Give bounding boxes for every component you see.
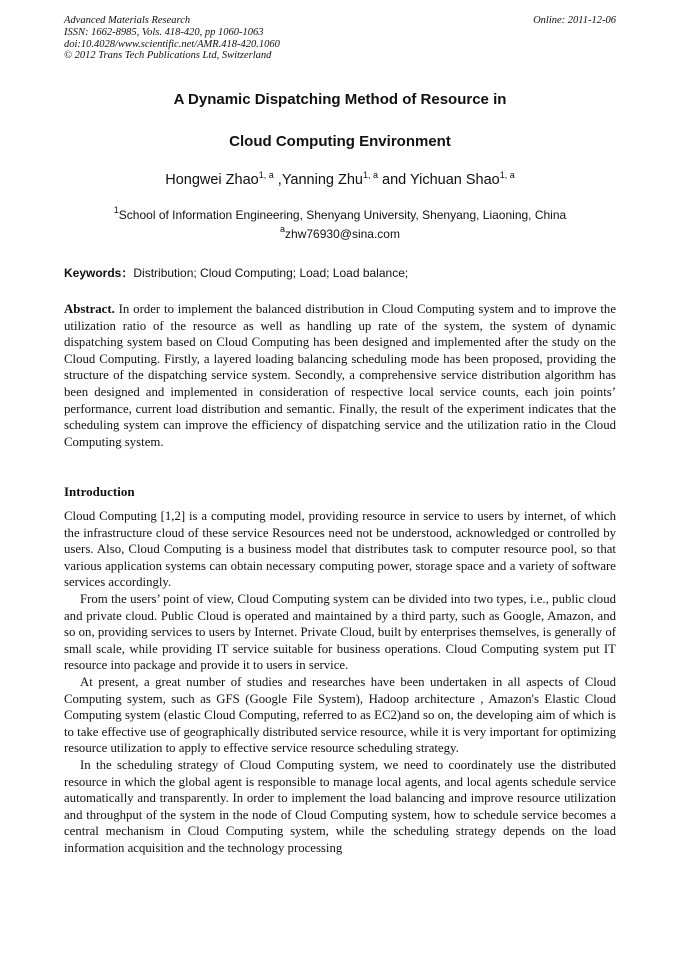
paragraph: In the scheduling strategy of Cloud Computing system, we need to coordinately use the distributed resource in which the global agent is responsible to manage local agents, and local agents schedule service automatically and transparently. In order to implement the load balancing and improve resource utilization and throughput of the system in the node of Cloud Computing system, how to schedule service becomes a central mechanism in Cloud Computing system, while the scheduling strategy depends on the load information acquisition and the technology processing <box>64 757 616 855</box>
author-name: Yanning Zhu <box>281 172 363 188</box>
author-separator: and <box>377 172 410 188</box>
journal-header <box>64 15 616 62</box>
affiliation <box>64 205 616 222</box>
abstract-text: In order to implement the balanced distribution in Cloud Computing system and to improve the utilization ratio of the resource as well as handling up rate of the system, the system of dynamic dispatching system based on Cloud Computing has been designed and implemented after the study on the Cloud Computing. Firstly, a layered loading balancing scheduling mode has been proposed, providing the structure of the dispatching service system. Secondly, a comprehensive service distribution algorithm has been designed and implemented in consideration of respective local service counts, each join points’ performance, current load distribution and semantic. Finally, the result of the experiment indicates that the scheduling system can improve the efficiency of dispatching service and the utilization ratio in the Cloud Computing system. <box>64 302 616 449</box>
paragraph: Cloud Computing [1,2] is a computing model, providing resource in service to users by internet, of which the infrastructure cloud of these service Resources need not be understood, acknowledged or controlled by users. Also, Cloud Computing is a business model that distributes task to computer resource pool, so that various application systems can obtain necessary computing power, storage space and a variety of software services accordingly. <box>64 509 616 590</box>
author-separator: , <box>273 172 282 188</box>
header-first-row <box>64 15 616 27</box>
issn-line: ISSN: 1662-8985, Vols. 418-420, pp 1060-1063 <box>64 26 264 38</box>
email-superscript: a <box>280 224 286 234</box>
author-name: Hongwei Zhao <box>165 172 259 188</box>
section-heading-introduction: Introduction <box>64 484 135 499</box>
author-email <box>64 224 616 241</box>
abstract <box>64 301 616 450</box>
keywords-label: Keywords： <box>64 266 134 280</box>
journal-name: Advanced Materials Research <box>64 15 191 26</box>
online-date: Online: 2011-12-06 <box>533 15 616 26</box>
author-superscript: 1, a <box>362 170 378 180</box>
author-name: Yichuan Shao <box>409 172 500 188</box>
author-superscript: 1, a <box>258 170 274 180</box>
affiliation-superscript: 1 <box>113 205 119 215</box>
author-superscript: 1, a <box>499 170 515 180</box>
affiliation-text: School of Information Engineering, Shenyang University, Shenyang, Liaoning, China <box>118 208 567 222</box>
email-text: zhw76930@sina.com <box>285 227 400 241</box>
copyright-line: © 2012 Trans Tech Publications Ltd, Switzerland <box>64 50 272 62</box>
abstract-label: Abstract. <box>64 302 115 316</box>
introduction-body <box>64 508 616 856</box>
paragraph: From the users’ point of view, Cloud Computing system can be divided into two types, i.e., public cloud and private cloud. Public Cloud is operated and maintained by a third party, such as Google, Amazon, and so on, providing services to users by Internet. Private Cloud, built by enterprises themselves, is generally of small scale, while providing IT service suitable for business operations. Cloud Computing system put IT resource into package and provide it to users in service. <box>64 591 616 673</box>
paper-title-line-2: Cloud Computing Environment <box>229 133 451 150</box>
doi-line: doi:10.4028/www.scientific.net/AMR.418-420.1060 <box>64 38 280 50</box>
keywords-line <box>64 264 616 281</box>
paragraph: At present, a great number of studies and researches have been undertaken in all aspects of Cloud Computing system, such as GFS (Google File System), Hadoop architecture , Amazon's Elastic Cloud Computing system (elastic Cloud Computing, referred to as EC2)and so on, the developing aim of which is to take effective use of geographically distributed service resource, while it is very important for optimizing resource utilization to apply to effective service resource scheduling strategy. <box>64 674 616 756</box>
author-list <box>64 172 616 188</box>
paper-title-line-1: A Dynamic Dispatching Method of Resource in <box>173 91 507 108</box>
keywords-text: Distribution; Cloud Computing; Load; Load balance; <box>133 266 409 280</box>
